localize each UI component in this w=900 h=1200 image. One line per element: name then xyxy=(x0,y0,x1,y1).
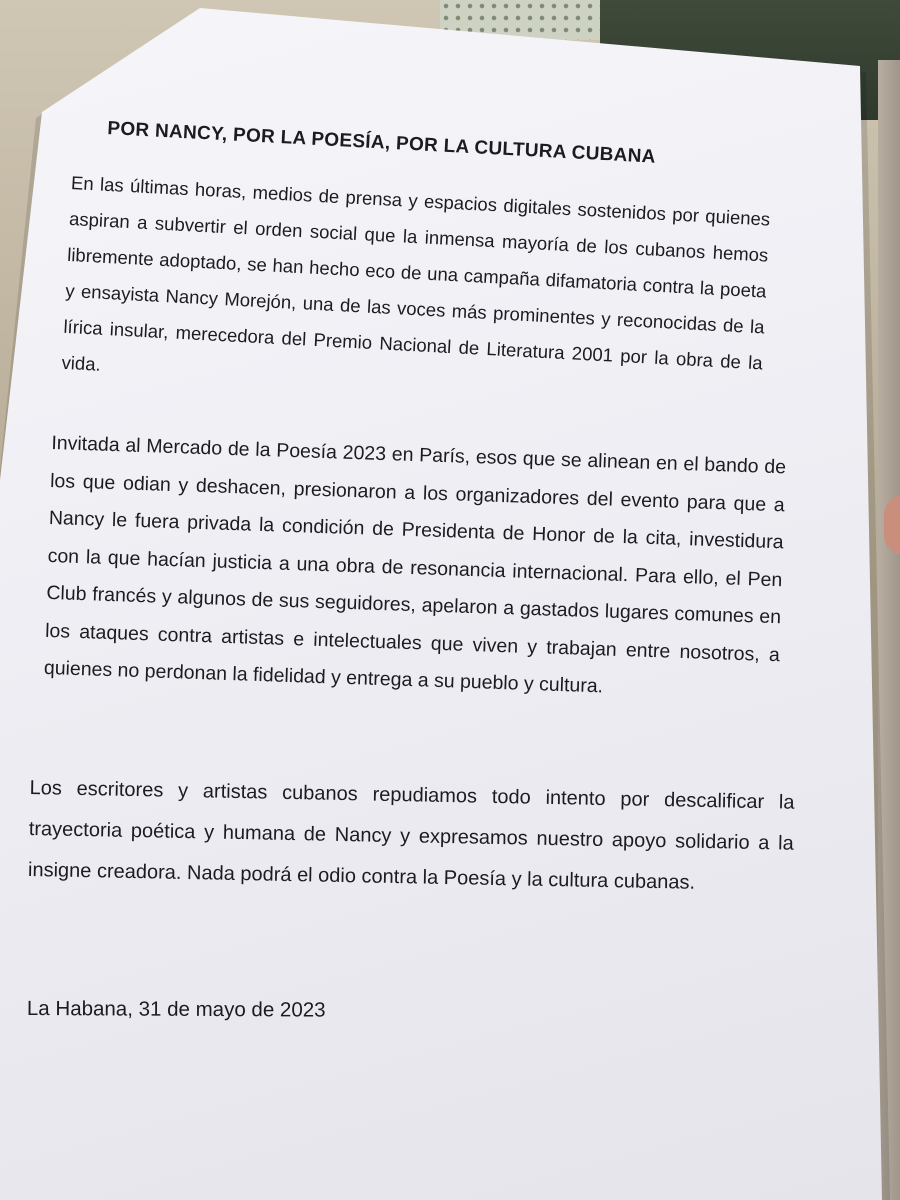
paragraph-2: Invitada al Mercado de la Poesía 2023 en París, esos que se alinean en el bando de los que odian y deshacen, presionaron a los organizadores del evento para que a Nancy le fuera privada la condición de Presidenta de Honor de la cita, investidura con la que hacían justicia a una obra de resonancia internacional. Para ello, el Pen Club francés y algunos de sus seguidores, apelaron a gastados lugares comunes en los ataques contra artistas e intelectuales que viven y trabajan entre nosotros, a quienes no perdonan la fidelidad y entrega a su pueblo y cultura. xyxy=(43,431,787,698)
document-title: POR NANCY, POR LA POESÍA, POR LA CULTURA CUBANA xyxy=(106,118,657,168)
paragraph-1: En las últimas horas, medios de prensa y espacios digitales sostenidos por quienes aspiran a subvertir el orden social que la inmensa mayoría de los cubanos hemos libremente adoptado, se han hecho eco de una campaña difamatoria contra la poeta y ensayista Nancy Morejón, una de las voces más prominentes y reconocidas de la lírica insular, merecedora del Premio Nacional de Literatura 2001 por la obra de la vida. xyxy=(61,171,771,375)
paragraph-3: Los escritores y artistas cubanos repudiamos todo intento por descalificar la trayectoria poética y humana de Nancy y expresamos nuestro apoyo solidario a la insigne creadora. Nada podrá el odio contra la Poesía y la cultura cubanas. xyxy=(27,776,795,894)
place-and-date: La Habana, 31 de mayo de 2023 xyxy=(26,997,326,1022)
